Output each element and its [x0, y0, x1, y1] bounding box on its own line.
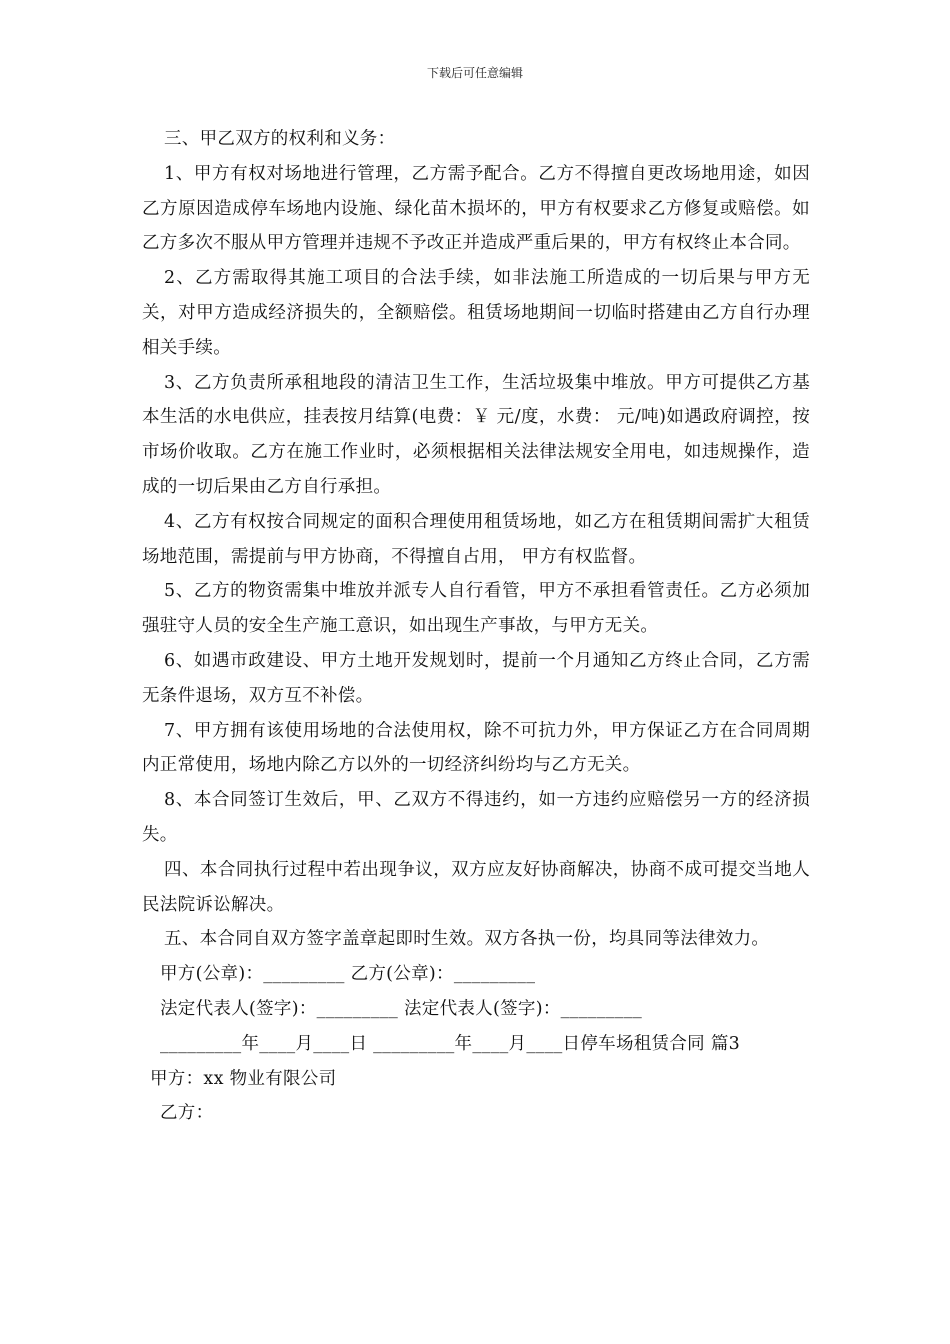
section-3-title: 三、甲乙双方的权利和义务：: [164, 129, 396, 149]
seal-line: 甲方(公章)：_________ 乙方(公章)：_________: [160, 964, 536, 985]
clause-5: 5、乙方的物资需集中堆放并派专人自行看管，甲方不承担看管责任。乙方必须加强驻守人员的安全生产施工意识，如出现生产事故，与甲方无关。: [142, 581, 810, 637]
clause-2: 2、乙方需取得其施工项目的合法手续，如非法施工所造成的一切后果与甲方无关，对甲方造成经济损失的，全额赔偿。租赁场地期间一切临时搭建由乙方自行办理相关手续。: [142, 268, 810, 358]
section-5: 五、本合同自双方签字盖章起即时生效。双方各执一份，均具同等法律效力。: [164, 929, 770, 950]
page-header: 下载后可任意编辑: [426, 66, 523, 80]
representative-line: 法定代表人(签字)：_________ 法定代表人(签字)：_________: [160, 998, 643, 1019]
date-line: _________年____月____日 _________年____月____日停车场租赁合同 篇3: [160, 1033, 741, 1054]
clause-3: 3、乙方负责所承租地段的清洁卫生工作，生活垃圾集中堆放。甲方可提供乙方基本生活的水电供应，挂表按月结算(电费：￥ 元/度，水费： 元/吨)如遇政府调控，按市场价收取。乙方在施工作业时，必须根据相关法律法规安全用电，如违规操作，造成的一切后果由乙方自行承担。: [142, 372, 810, 497]
clause-7: 7、甲方拥有该使用场地的合法使用权，除不可抗力外，甲方保证乙方在合同周期内正常使用，场地内除乙方以外的一切经济纠纷均与乙方无关。: [142, 720, 810, 776]
party-b-line: 乙方：: [160, 1103, 214, 1124]
section-4: 四、本合同执行过程中若出现争议，双方应友好协商解决，协商不成可提交当地人民法院诉讼解决。: [142, 859, 810, 915]
document-body: [142, 122, 810, 1131]
clause-4: 4、乙方有权按合同规定的面积合理使用租赁场地，如乙方在租赁期间需扩大租赁场地范围，需提前与甲方协商，不得擅自占用， 甲方有权监督。: [142, 511, 810, 567]
clause-1: 1、甲方有权对场地进行管理，乙方需予配合。乙方不得擅自更改场地用途，如因乙方原因造成停车场地内设施、绿化苗木损坏的，甲方有权要求乙方修复或赔偿。如乙方多次不服从甲方管理并违规不予改正并造成严重后果的，甲方有权终止本合同。: [142, 163, 810, 254]
clause-8: 8、本合同签订生效后，甲、乙双方不得违约，如一方违约应赔偿另一方的经济损失。: [142, 790, 810, 845]
party-a-line: 甲方：xx 物业有限公司: [150, 1068, 337, 1089]
clause-6: 6、如遇市政建设、甲方土地开发规划时，提前一个月通知乙方终止合同，乙方需无条件退场，双方互不补偿。: [142, 650, 810, 706]
